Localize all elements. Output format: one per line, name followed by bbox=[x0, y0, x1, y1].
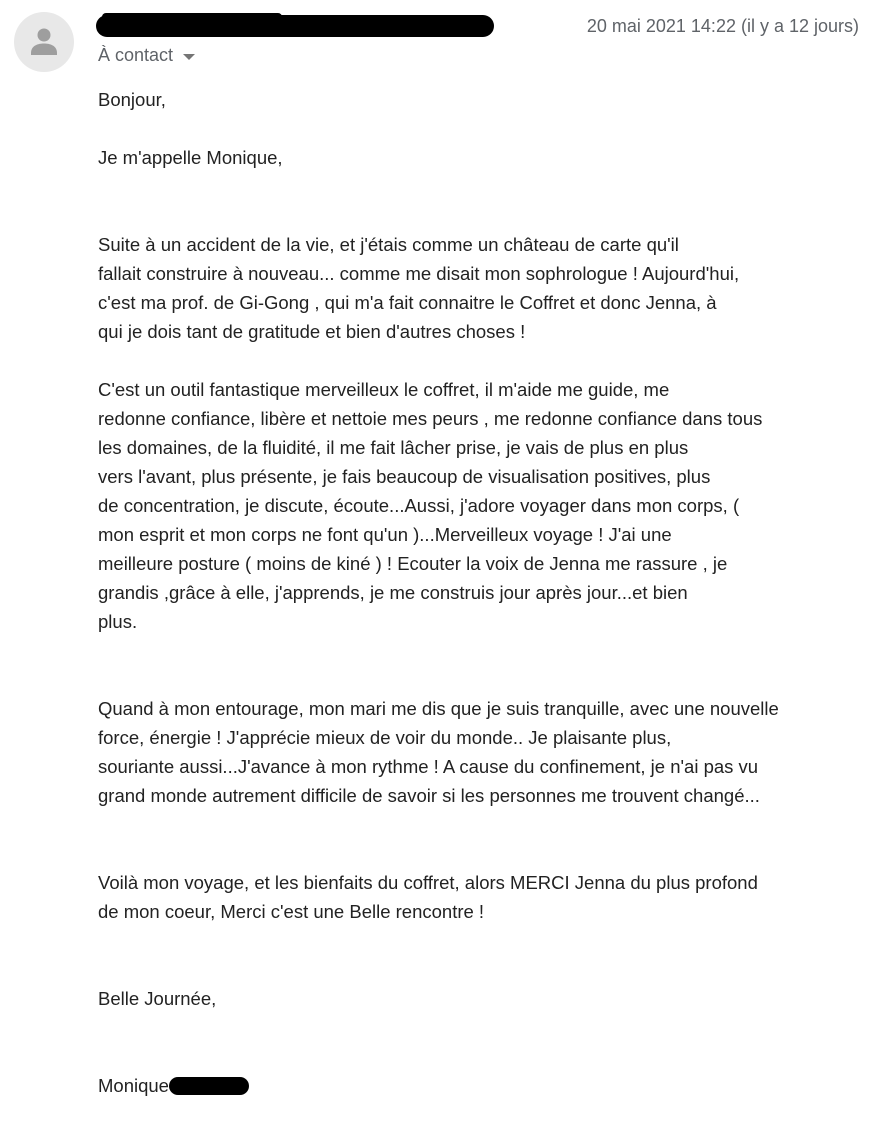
message-body bbox=[98, 85, 838, 1100]
paragraph-line: Voilà mon voyage, et les bienfaits du coffret, alors MERCI Jenna du plus profond bbox=[98, 872, 758, 893]
paragraph-line: mon esprit et mon corps ne font qu'un )...Merveilleux voyage ! J'ai une bbox=[98, 524, 672, 545]
greeting: Bonjour, bbox=[98, 89, 166, 110]
paragraph-line: force, énergie ! J'apprécie mieux de voir du monde.. Je plaisante plus, bbox=[98, 727, 672, 748]
paragraph-line: de concentration, je discute, écoute...Aussi, j'adore voyager dans mon corps, ( bbox=[98, 495, 740, 516]
paragraph-line: souriante aussi...J'avance à mon rythme ! A cause du confinement, je n'ai pas vu bbox=[98, 756, 759, 777]
paragraph-line: les domaines, de la fluidité, il me fait lâcher prise, je vais de plus en plus bbox=[98, 437, 689, 458]
signature bbox=[98, 1071, 838, 1100]
paragraph-line: C'est un outil fantastique merveilleux le coffret, il m'aide me guide, me bbox=[98, 379, 670, 400]
closing-line: Belle Journée, bbox=[98, 988, 217, 1009]
paragraph-2 bbox=[98, 375, 838, 636]
paragraph-line: c'est ma prof. de Gi-Gong , qui m'a fait connaitre le Coffret et donc Jenna, à bbox=[98, 292, 717, 313]
message-date: 20 mai 2021 14:22 (il y a 12 jours) bbox=[586, 16, 859, 36]
paragraph-line: vers l'avant, plus présente, je fais beaucoup de visualisation positives, plus bbox=[98, 466, 711, 487]
paragraph-line: fallait construire à nouveau... comme me disait mon sophrologue ! Aujourd'hui, bbox=[98, 263, 740, 284]
paragraph-line: Suite à un accident de la vie, et j'étais comme un château de carte qu'il bbox=[98, 234, 679, 255]
paragraph-line: redonne confiance, libère et nettoie mes peurs , me redonne confiance dans tous bbox=[98, 408, 763, 429]
person-icon bbox=[14, 12, 74, 72]
paragraph-line: grandis ,grâce à elle, j'apprends, je me construis jour après jour...et bien bbox=[98, 582, 688, 603]
paragraph-1 bbox=[98, 230, 838, 346]
paragraph-line: plus. bbox=[98, 611, 138, 632]
caret-down-icon bbox=[183, 54, 195, 60]
signature-surname-redacted bbox=[169, 1077, 249, 1095]
intro-line: Je m'appelle Monique, bbox=[98, 147, 283, 168]
paragraph-3 bbox=[98, 694, 838, 810]
paragraph-4 bbox=[98, 868, 838, 926]
recipient-details-toggle[interactable] bbox=[98, 45, 195, 66]
paragraph-line: de mon coeur, Merci c'est une Belle rencontre ! bbox=[98, 901, 485, 922]
paragraph-line: meilleure posture ( moins de kiné ) ! Ecouter la voix de Jenna me rassure , je bbox=[98, 553, 728, 574]
signature-name: Monique bbox=[98, 1075, 169, 1096]
paragraph-line: qui je dois tant de gratitude et bien d'autres choses ! bbox=[98, 321, 526, 342]
recipient-label: À contact bbox=[98, 45, 174, 65]
paragraph-line: grand monde autrement difficile de savoir si les personnes me trouvent changé... bbox=[98, 785, 760, 806]
sender-avatar[interactable] bbox=[14, 12, 74, 72]
paragraph-line: Quand à mon entourage, mon mari me dis que je suis tranquille, avec une nouvelle bbox=[98, 698, 779, 719]
sender-name-redacted bbox=[96, 15, 494, 37]
